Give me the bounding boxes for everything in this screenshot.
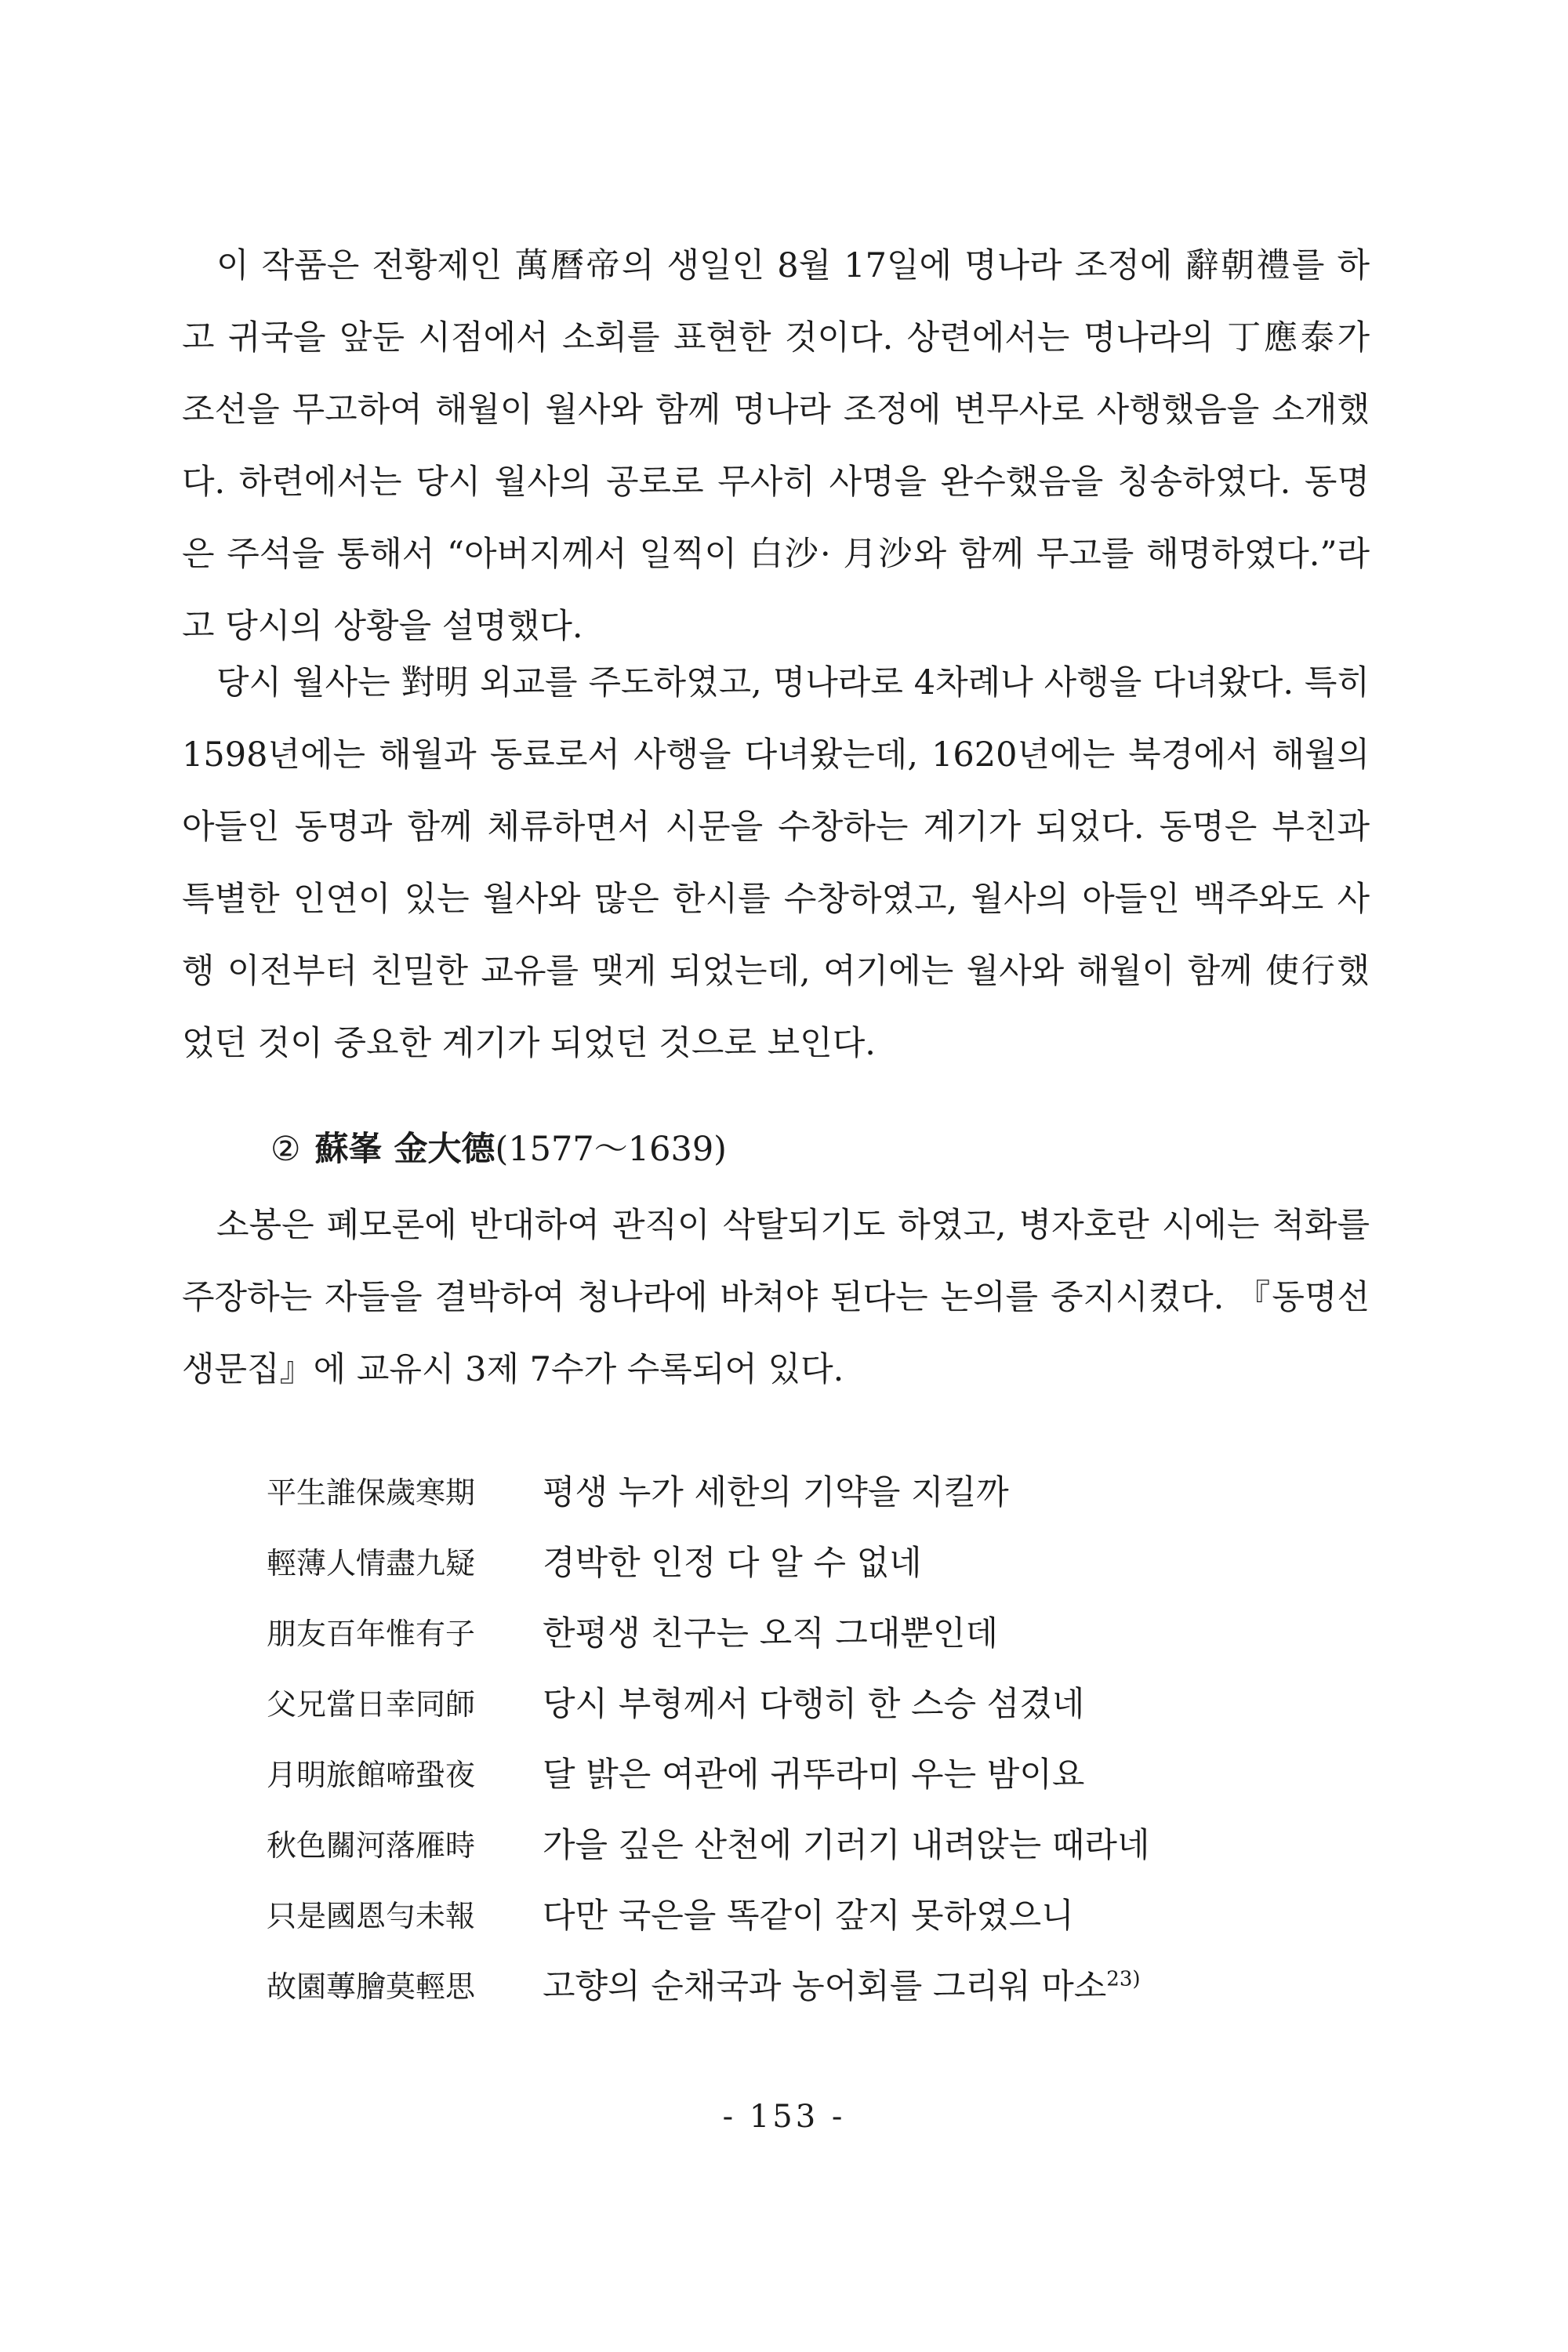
footnote-marker: 23) — [1106, 1967, 1141, 1991]
poem-line-hanja: 秋色關河落雁時 — [267, 1828, 476, 1863]
page-number: - 153 - — [722, 2099, 846, 2135]
section-heading — [270, 1113, 727, 1185]
poem-line — [267, 1666, 1207, 1737]
poem-line-hanja: 朋友百年惟有子 — [267, 1616, 476, 1651]
poem-block — [267, 1454, 1207, 2019]
poem-line-hanja: 月明旅館啼蛩夜 — [267, 1757, 476, 1792]
body-paragraph-3: 소봉은 폐모론에 반대하여 관직이 삭탈되기도 하였고, 병자호란 시에는 척화를 주장하는 자들을 결박하여 청나라에 바쳐야 된다는 논의를 중지시켰다. 『동명선생문집』에 교유시 3제 7수가 수록되어 있다. — [182, 1206, 1370, 1389]
section-years: (1577～1639) — [495, 1130, 727, 1169]
poem-line-hanja: 故園蓴膾莫輕思 — [267, 1969, 476, 2004]
poem-line — [267, 1807, 1207, 1878]
poem-line — [267, 1948, 1207, 2019]
poem-line — [267, 1737, 1207, 1807]
poem-line-korean: 가을 깊은 산천에 기러기 내려앉는 때라네 — [543, 1825, 1150, 1865]
poem-line-hanja: 父兄當日幸同師 — [267, 1686, 476, 1722]
poem-line-korean: 다만 국은을 똑같이 갚지 못하였으니 — [543, 1896, 1074, 1936]
poem-line-hanja: 輕薄人情盡九疑 — [267, 1545, 476, 1581]
poem-line — [267, 1454, 1207, 1525]
poem-line-hanja: 只是國恩勻未報 — [267, 1898, 476, 1933]
body-paragraph-2: 당시 월사는 對明 외교를 주도하였고, 명나라로 4차례나 사행을 다녀왔다. 특히 1598년에는 해월과 동료로서 사행을 다녀왔는데, 1620년에는 북경에서 해월의 아들인 동명과 함께 체류하면서 시문을 수창하는 계기가 되었다. 동명은 부친과 특별한 인연이 있는 월사와 많은 한시를 수창하였고, 월사의 아들인 백주와도 사행 이전부터 친밀한 교유를 맺게 되었는데, 여기에는 월사와 해월이 함께 使行했었던 것이 중요한 계기가 되었던 것으로 보인다. — [182, 663, 1370, 1063]
body-paragraph-1: 이 작품은 전황제인 萬曆帝의 생일인 8월 17일에 명나라 조정에 辭朝禮를 하고 귀국을 앞둔 시점에서 소회를 표현한 것이다. 상련에서는 명나라의 丁應泰가 조선을 무고하여 해월이 월사와 함께 명나라 조정에 변무사로 사행했음을 소개했다. 하련에서는 당시 월사의 공로로 무사히 사명을 완수했음을 칭송하였다. 동명은 주석을 통해서 “아버지께서 일찍이 白沙· 月沙와 함께 무고를 해명하였다.”라고 당시의 상황을 설명했다. — [182, 246, 1370, 646]
section-number: ② — [270, 1130, 301, 1169]
poem-line-korean: 달 밝은 여관에 귀뚜라미 우는 밤이요 — [543, 1755, 1085, 1795]
poem-line — [267, 1525, 1207, 1595]
poem-line — [267, 1595, 1207, 1666]
poem-line-korean: 한평생 친구는 오직 그대뿐인데 — [543, 1613, 998, 1653]
poem-line-hanja: 平生誰保歲寒期 — [267, 1475, 476, 1510]
poem-line-korean: 경박한 인정 다 알 수 없네 — [543, 1543, 922, 1583]
section-name: 蘇峯 金大德 — [314, 1130, 495, 1169]
poem-line-korean-text: 고향의 순채국과 농어회를 그리워 마소 — [543, 1966, 1107, 2006]
poem-line-korean: 평생 누가 세한의 기약을 지킬까 — [543, 1472, 1009, 1512]
poem-line — [267, 1878, 1207, 1948]
poem-line-korean — [543, 1960, 1141, 2008]
poem-line-korean: 당시 부형께서 다행히 한 스승 섬겼네 — [543, 1684, 1085, 1724]
